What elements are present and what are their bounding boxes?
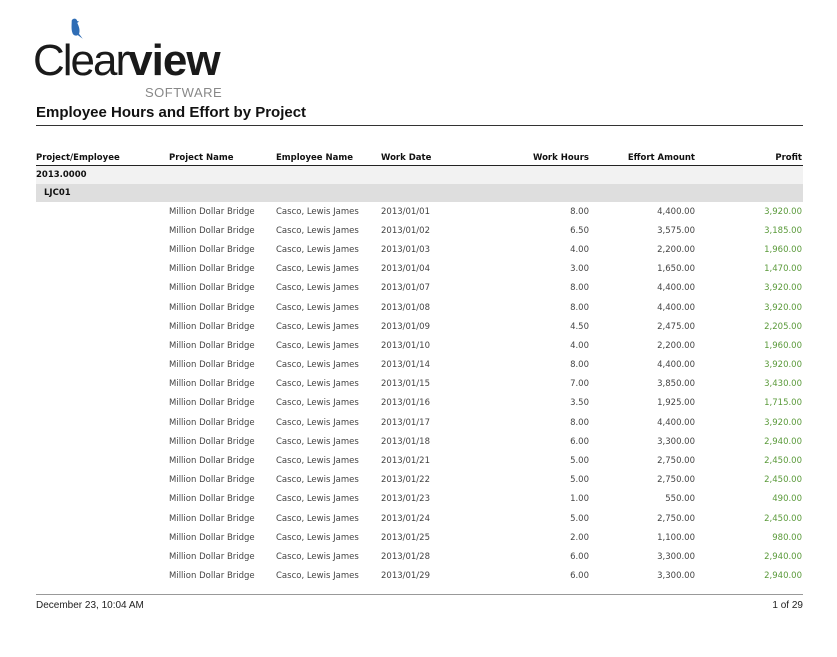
cell-effort-amount: 2,200.00 [657,340,695,351]
cell-profit: 2,940.00 [764,551,802,562]
report-title: Employee Hours and Effort by Project [36,104,307,121]
cell-project-name: Million Dollar Bridge [169,206,255,217]
cell-work-hours: 4.50 [570,321,589,332]
cell-effort-amount: 2,750.00 [657,475,695,486]
cell-employee-name: Casco, Lewis James [276,379,359,390]
cell-employee-name: Casco, Lewis James [276,436,359,447]
cell-work-hours: 6.50 [570,225,589,236]
table-row [36,490,803,509]
cell-project-name: Million Dollar Bridge [169,340,255,351]
cell-effort-amount: 4,400.00 [657,283,695,294]
cell-work-hours: 6.00 [570,551,589,562]
cell-employee-name: Casco, Lewis James [276,283,359,294]
table-row [36,240,803,259]
cell-work-date: 2013/01/23 [381,494,430,505]
cell-effort-amount: 4,400.00 [657,302,695,313]
table-row [36,336,803,355]
year-group-row [36,166,803,184]
table-row [36,432,803,451]
cell-profit: 2,450.00 [764,456,802,467]
table-row [36,260,803,279]
cell-profit: 1,715.00 [764,398,802,409]
cell-work-date: 2013/01/18 [381,436,430,447]
cell-project-name: Million Dollar Bridge [169,398,255,409]
cell-work-date: 2013/01/25 [381,532,430,543]
cell-work-date: 2013/01/04 [381,264,430,275]
table-row [36,279,803,298]
cell-employee-name: Casco, Lewis James [276,264,359,275]
cell-work-hours: 4.00 [570,244,589,255]
cell-project-name: Million Dollar Bridge [169,571,255,582]
cell-work-date: 2013/01/01 [381,206,430,217]
cell-employee-name: Casco, Lewis James [276,398,359,409]
cell-project-name: Million Dollar Bridge [169,456,255,467]
cell-profit: 3,430.00 [764,379,802,390]
cell-profit: 980.00 [772,532,802,543]
cell-employee-name: Casco, Lewis James [276,302,359,313]
cell-work-date: 2013/01/10 [381,340,430,351]
cell-work-date: 2013/01/16 [381,398,430,409]
cell-employee-name: Casco, Lewis James [276,244,359,255]
cell-work-hours: 5.00 [570,475,589,486]
cell-work-date: 2013/01/28 [381,551,430,562]
cell-effort-amount: 4,400.00 [657,360,695,371]
cell-project-name: Million Dollar Bridge [169,436,255,447]
cell-work-hours: 8.00 [570,206,589,217]
cell-employee-name: Casco, Lewis James [276,571,359,582]
cell-work-date: 2013/01/02 [381,225,430,236]
cell-effort-amount: 1,925.00 [657,398,695,409]
cell-employee-name: Casco, Lewis James [276,532,359,543]
table-row [36,451,803,470]
col-work-hours: Work Hours [533,152,589,163]
cell-profit: 1,960.00 [764,244,802,255]
cell-profit: 2,450.00 [764,513,802,524]
footer-divider [36,594,803,595]
cell-employee-name: Casco, Lewis James [276,551,359,562]
cell-effort-amount: 2,475.00 [657,321,695,332]
cell-work-hours: 5.00 [570,513,589,524]
cell-project-name: Million Dollar Bridge [169,551,255,562]
table-row [36,567,803,586]
cell-work-date: 2013/01/29 [381,571,430,582]
col-employee-name: Employee Name [276,152,354,163]
cell-work-date: 2013/01/22 [381,475,430,486]
table-row [36,356,803,375]
cell-work-date: 2013/01/07 [381,283,430,294]
cell-profit: 3,920.00 [764,283,802,294]
cell-project-name: Million Dollar Bridge [169,379,255,390]
col-effort-amount: Effort Amount [627,152,695,163]
table-row [36,509,803,528]
cell-employee-name: Casco, Lewis James [276,494,359,505]
cell-work-hours: 8.00 [570,360,589,371]
cell-work-date: 2013/01/24 [381,513,430,524]
cell-work-date: 2013/01/09 [381,321,430,332]
cell-work-hours: 3.00 [570,264,589,275]
cell-work-hours: 2.00 [570,532,589,543]
project-group-row [36,184,803,202]
cell-work-hours: 3.50 [570,398,589,409]
cell-project-name: Million Dollar Bridge [169,494,255,505]
cell-effort-amount: 3,850.00 [657,379,695,390]
footer-page-number: 1 of 29 [772,600,803,611]
cell-effort-amount: 3,300.00 [657,551,695,562]
cell-employee-name: Casco, Lewis James [276,475,359,486]
cell-work-hours: 8.00 [570,417,589,428]
cell-profit: 2,450.00 [764,475,802,486]
title-divider [36,125,803,126]
cell-work-date: 2013/01/21 [381,456,430,467]
cell-profit: 2,940.00 [764,436,802,447]
cell-project-name: Million Dollar Bridge [169,283,255,294]
cell-effort-amount: 1,100.00 [657,532,695,543]
cell-effort-amount: 3,300.00 [657,436,695,447]
cell-profit: 3,920.00 [764,302,802,313]
cell-employee-name: Casco, Lewis James [276,340,359,351]
cell-employee-name: Casco, Lewis James [276,206,359,217]
cell-effort-amount: 2,750.00 [657,513,695,524]
table-header [36,150,803,166]
cell-effort-amount: 2,750.00 [657,456,695,467]
table-row [36,413,803,432]
table-row [36,221,803,240]
cell-work-hours: 5.00 [570,456,589,467]
cell-effort-amount: 3,575.00 [657,225,695,236]
cell-effort-amount: 550.00 [665,494,695,505]
report-table [36,150,803,586]
cell-effort-amount: 3,300.00 [657,571,695,582]
cell-employee-name: Casco, Lewis James [276,321,359,332]
cell-work-hours: 6.00 [570,571,589,582]
cell-project-name: Million Dollar Bridge [169,264,255,275]
col-profit: Profit [775,152,802,163]
cell-project-name: Million Dollar Bridge [169,225,255,236]
cell-profit: 490.00 [772,494,802,505]
cell-work-hours: 8.00 [570,302,589,313]
table-row [36,528,803,547]
cell-profit: 1,960.00 [764,340,802,351]
cell-project-name: Million Dollar Bridge [169,360,255,371]
cell-effort-amount: 1,650.00 [657,264,695,275]
project-group-label: LJC01 [44,188,71,198]
logo-word-bold: view [128,36,220,85]
cell-project-name: Million Dollar Bridge [169,513,255,524]
cell-project-name: Million Dollar Bridge [169,321,255,332]
cell-work-hours: 4.00 [570,340,589,351]
cell-profit: 1,470.00 [764,264,802,275]
cell-work-hours: 1.00 [570,494,589,505]
col-work-date: Work Date [381,152,432,163]
cell-work-date: 2013/01/15 [381,379,430,390]
cell-employee-name: Casco, Lewis James [276,225,359,236]
cell-employee-name: Casco, Lewis James [276,360,359,371]
cell-profit: 3,920.00 [764,417,802,428]
cell-work-hours: 6.00 [570,436,589,447]
cell-employee-name: Casco, Lewis James [276,513,359,524]
clearview-logo [33,18,223,100]
table-row [36,471,803,490]
cell-profit: 2,940.00 [764,571,802,582]
cell-employee-name: Casco, Lewis James [276,456,359,467]
cell-profit: 3,185.00 [764,225,802,236]
cell-employee-name: Casco, Lewis James [276,417,359,428]
cell-effort-amount: 4,400.00 [657,206,695,217]
table-row [36,317,803,336]
cell-project-name: Million Dollar Bridge [169,417,255,428]
col-project-name: Project Name [169,152,234,163]
table-row [36,375,803,394]
logo-word [33,38,220,84]
cell-project-name: Million Dollar Bridge [169,475,255,486]
cell-profit: 3,920.00 [764,360,802,371]
cell-work-hours: 7.00 [570,379,589,390]
cell-work-date: 2013/01/14 [381,360,430,371]
footer-timestamp: December 23, 10:04 AM [36,600,144,611]
cell-work-date: 2013/01/03 [381,244,430,255]
cell-effort-amount: 4,400.00 [657,417,695,428]
col-project-employee: Project/Employee [36,152,120,163]
cell-project-name: Million Dollar Bridge [169,302,255,313]
year-group-label: 2013.0000 [36,170,87,180]
table-row [36,394,803,413]
logo-word-light: Clear [33,36,129,85]
table-row [36,547,803,566]
cell-effort-amount: 2,200.00 [657,244,695,255]
cell-work-date: 2013/01/17 [381,417,430,428]
table-body [36,202,803,586]
table-row [36,202,803,221]
cell-project-name: Million Dollar Bridge [169,244,255,255]
cell-profit: 2,205.00 [764,321,802,332]
cell-work-date: 2013/01/08 [381,302,430,313]
cell-project-name: Million Dollar Bridge [169,532,255,543]
cell-work-hours: 8.00 [570,283,589,294]
cell-profit: 3,920.00 [764,206,802,217]
logo-subtitle: SOFTWARE [145,85,223,100]
table-row [36,298,803,317]
